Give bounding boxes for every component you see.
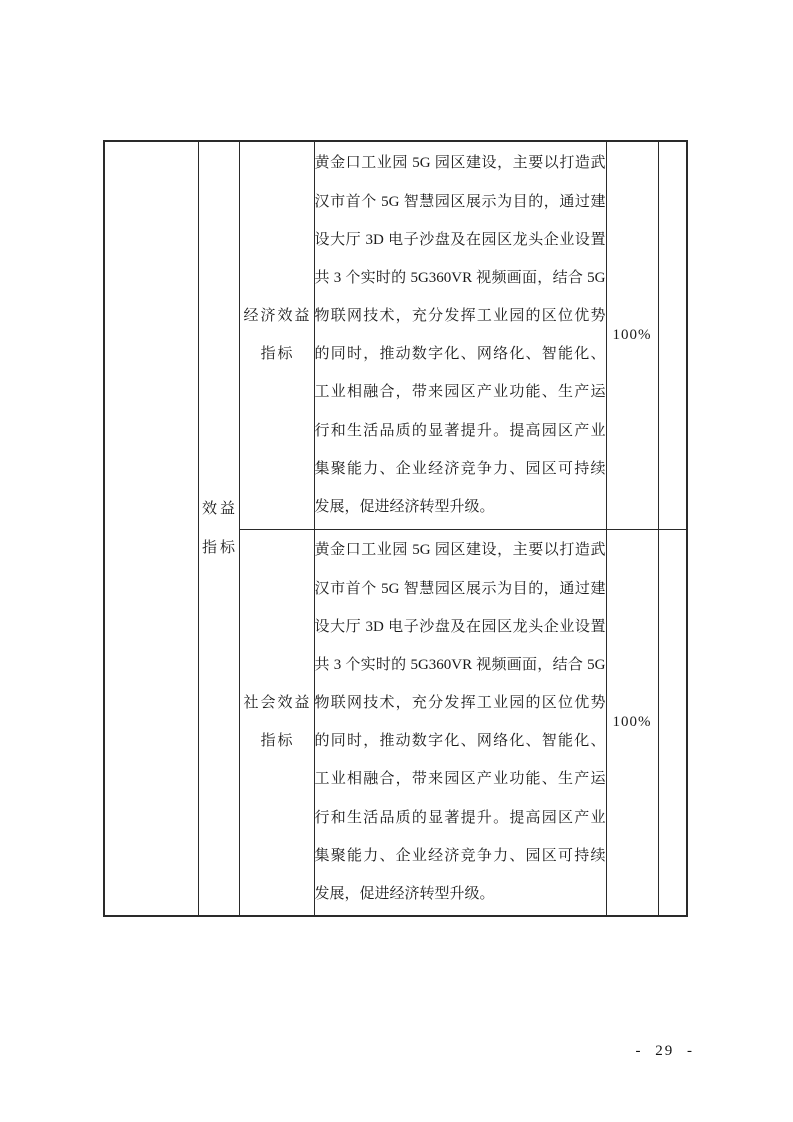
social-description-paragraph bbox=[315, 531, 606, 913]
text-line: 的同时，推动数字化、网络化、智能化、 bbox=[314, 733, 606, 750]
economic-extra-cell-empty bbox=[658, 141, 687, 529]
economic-indicator-cell bbox=[239, 141, 314, 529]
economic-completion-cell bbox=[606, 141, 658, 529]
social-completion-cell bbox=[606, 529, 658, 916]
economic-completion-value: 100% bbox=[612, 326, 652, 343]
text-line: 集聚能力、企业经济竞争力、园区可持续 bbox=[314, 847, 606, 864]
text-line: 经济效益 bbox=[243, 308, 312, 325]
text-line: 设大厅 3D 电子沙盘及在园区龙头企业设置 bbox=[314, 618, 606, 635]
text-line: 社会效益 bbox=[243, 695, 312, 712]
benefit-group-cell bbox=[198, 141, 239, 916]
text-line: 指标 bbox=[201, 539, 238, 556]
text-line: 共 3 个实时的 5G360VR 视频画面，结合 5G bbox=[314, 656, 606, 673]
text-line: 物联网技术，充分发挥工业园的区位优势 bbox=[314, 695, 606, 712]
page-number: - 29 - bbox=[635, 1043, 694, 1059]
text-line: 指标 bbox=[260, 733, 295, 750]
text-line: 行和生活品质的显著提升。提高园区产业 bbox=[314, 809, 606, 826]
text-line: 发展，促进经济转型升级。 bbox=[314, 886, 495, 902]
text-line: 设大厅 3D 电子沙盘及在园区龙头企业设置 bbox=[314, 231, 606, 248]
economic-description-cell bbox=[314, 141, 606, 529]
text-line: 汉市首个 5G 智慧园区展示为目的，通过建 bbox=[314, 193, 606, 210]
social-indicator-cell bbox=[239, 529, 314, 916]
social-indicator-label bbox=[240, 684, 314, 760]
text-line: 工业相融合，带来园区产业功能、生产运 bbox=[314, 771, 606, 788]
social-completion-value: 100% bbox=[612, 713, 652, 730]
text-line: 共 3 个实时的 5G360VR 视频画面，结合 5G bbox=[314, 269, 606, 286]
text-line: 效益 bbox=[201, 501, 238, 518]
text-line: 黄金口工业园 5G 园区建设，主要以打造武 bbox=[314, 155, 606, 172]
text-line: 行和生活品质的显著提升。提高园区产业 bbox=[314, 422, 606, 439]
category-cell-empty bbox=[104, 141, 198, 916]
social-description-cell bbox=[314, 529, 606, 916]
economic-indicator-label bbox=[240, 297, 314, 373]
indicator-table bbox=[103, 140, 688, 917]
text-line: 发展，促进经济转型升级。 bbox=[314, 499, 495, 515]
text-line: 工业相融合，带来园区产业功能、生产运 bbox=[314, 384, 606, 401]
social-extra-cell-empty bbox=[658, 529, 687, 916]
text-line: 指标 bbox=[260, 346, 295, 363]
text-line: 的同时，推动数字化、网络化、智能化、 bbox=[314, 346, 606, 363]
benefit-group-label bbox=[199, 490, 239, 566]
text-line: 物联网技术，充分发挥工业园的区位优势 bbox=[314, 308, 606, 325]
text-line: 黄金口工业园 5G 园区建设，主要以打造武 bbox=[314, 542, 606, 559]
economic-description-paragraph bbox=[315, 144, 606, 526]
text-line: 汉市首个 5G 智慧园区展示为目的，通过建 bbox=[314, 580, 606, 597]
table-row-economic bbox=[104, 141, 687, 529]
text-line: 集聚能力、企业经济竞争力、园区可持续 bbox=[314, 460, 606, 477]
